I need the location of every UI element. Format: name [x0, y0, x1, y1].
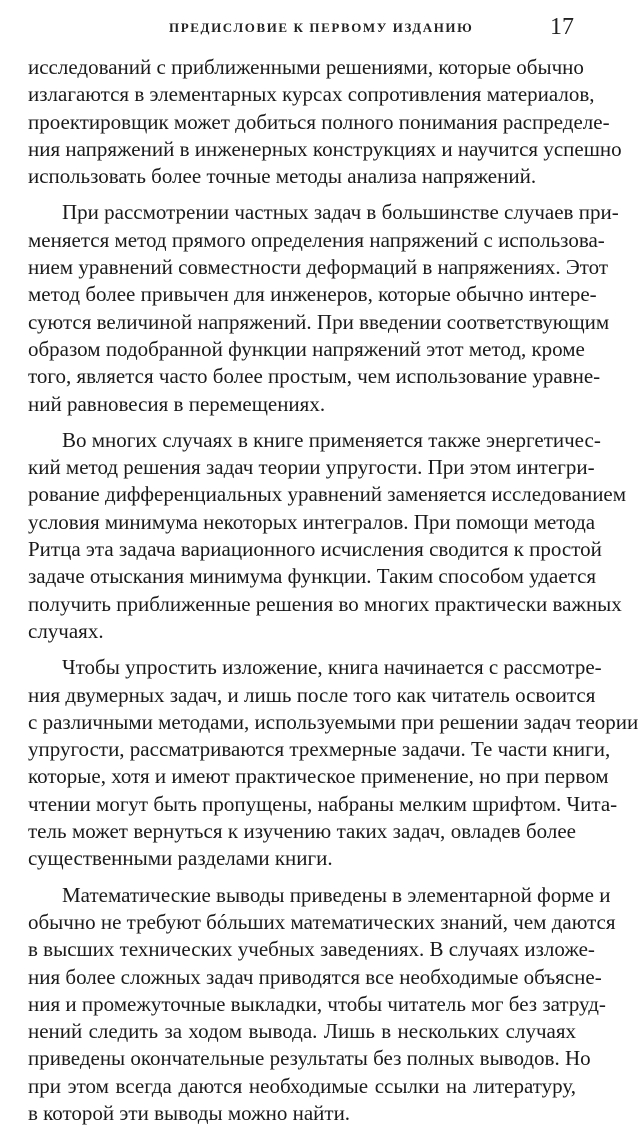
- text-line: случаях.: [28, 618, 104, 643]
- text-line: нием уравнений совместности деформаций в напряжениях. Этот: [28, 255, 609, 280]
- paragraph: [28, 427, 627, 645]
- text-line: излагаются в элементарных курсах сопротивления материалов,: [28, 82, 595, 107]
- text-line: образом подобранной функции напряжений этот метод, кроме: [28, 336, 585, 361]
- paragraph: [28, 199, 619, 417]
- text-line: проектировщик может добиться полного понимания распределе-: [28, 109, 610, 134]
- text-line: Ритца эта задача вариационного исчисления сводится к простой: [28, 537, 602, 562]
- text-line: в которой эти выводы можно найти.: [28, 1100, 351, 1125]
- text-line: чтении могут быть пропущены, набраны мелким шрифтом. Чита-: [28, 791, 618, 816]
- text-line: тель может вернуться к изучению таких задач, овладев более: [28, 819, 576, 844]
- text-line: в высших технических учебных заведениях. В случаях изложе-: [28, 937, 595, 962]
- text-line: Чтобы упростить изложение, книга начинается с рассмотре-: [62, 655, 602, 680]
- running-title: ПРЕДИСЛОВИЕ К ПЕРВОМУ ИЗДАНИЮ: [169, 20, 474, 35]
- text-line: исследований с приближенными решениями, которые обычно: [28, 55, 584, 79]
- text-line: задаче отыскания минимума функции. Таким способом удается: [28, 564, 597, 589]
- text-line: ния и промежуточные выкладки, чтобы читатель мог без затруд-: [28, 991, 606, 1016]
- paragraph: [28, 882, 616, 1127]
- text-line: ния двумерных задач, и лишь после того как читатель освоится: [28, 682, 596, 707]
- paragraph: [28, 654, 638, 872]
- text-line: упругости, рассматриваются трехмерные задачи. Те части книги,: [28, 737, 611, 762]
- text-line: кий метод решения задач теории упругости. При этом интегри-: [28, 455, 595, 480]
- text-line: меняется метод прямого определения напряжений с использова-: [28, 227, 605, 252]
- text-line: обычно не требуют бóльших математических знаний, чем даются: [28, 909, 616, 934]
- text-line: с различными методами, используемыми при решении задач теории: [28, 709, 638, 734]
- text-line: при этом всегда даются необходимые ссылки на литературу,: [28, 1073, 576, 1098]
- text-line: того, является часто более простым, чем использование уравне-: [28, 364, 601, 389]
- text-line: метод более привычен для инженеров, которые обычно интере-: [28, 282, 597, 307]
- text-line: получить приближенные решения во многих практически важных: [28, 591, 622, 616]
- text-line: ния напряжений в инженерных конструкциях и научится успешно: [28, 136, 622, 161]
- text-line: использовать более точные методы анализа напряжений.: [28, 164, 537, 189]
- text-line: суются величиной напряжений. При введении соответствующим: [28, 309, 610, 334]
- running-head: [0, 12, 600, 42]
- text-line: ния более сложных задач приводятся все необходимые объясне-: [28, 964, 602, 989]
- body-text: [28, 54, 638, 1127]
- page-number: 17: [550, 14, 574, 40]
- text-line: ний равновесия в перемещениях.: [28, 391, 326, 416]
- text-line: существенными разделами книги.: [28, 846, 333, 871]
- text-line: нений следить за ходом вывода. Лишь в нескольких случаях: [28, 1019, 576, 1044]
- text-line: приведены окончательные результаты без полных выводов. Но: [28, 1046, 591, 1071]
- text-line: которые, хотя и имеют практическое применение, но при первом: [28, 764, 609, 789]
- text-line: При рассмотрении частных задач в большинстве случаев при-: [62, 200, 619, 225]
- text-line: Во многих случаях в книге применяется также энергетичес-: [62, 427, 601, 452]
- text-line: Математические выводы приведены в элементарной форме и: [62, 882, 611, 907]
- text-line: рование дифференциальных уравнений заменяется исследованием: [28, 482, 627, 507]
- paragraph: [28, 54, 622, 190]
- text-line: условия минимума некоторых интегралов. При помощи метода: [28, 509, 596, 534]
